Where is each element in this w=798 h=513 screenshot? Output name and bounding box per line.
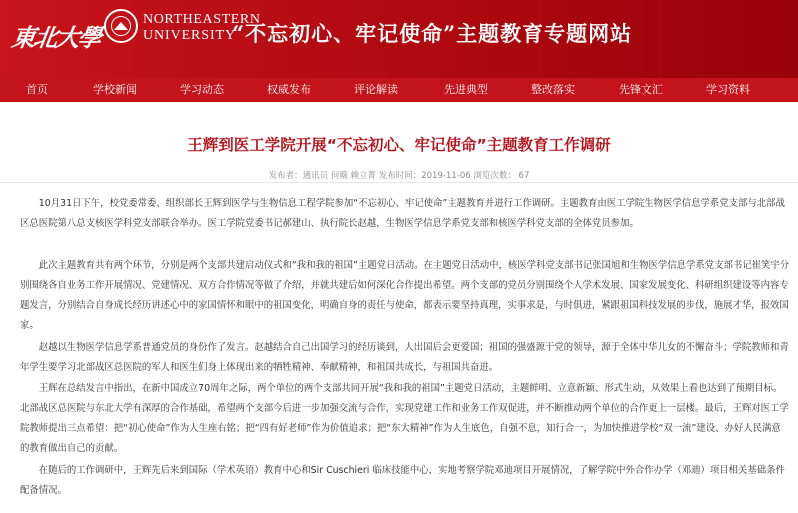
university-name-en-line1: NORTHEASTERN (143, 12, 261, 27)
nav-item-rectification[interactable]: 整改落实 (531, 83, 575, 96)
article-paragraph: 赵越以生物医学信息学系普通党员的身份作了发言。赵越结合自己出国学习的经历谈到，人出国后会更爱国；祖国的强盛源于党的领导，源于全体中华儿女的不懈奋斗；学院教师和青年学生要学习北部战区总医院的军人和医生们身上体现出来的牺牲精神、奉献精神，和祖国共成长，与祖国共奋进。 (20, 342, 789, 373)
main-nav (0, 78, 798, 102)
university-seal-icon (104, 9, 138, 43)
nav-item-school-news[interactable]: 学校新闻 (93, 83, 137, 96)
header-decoration (660, 0, 661, 78)
nav-item-official-releases[interactable]: 权威发布 (267, 83, 311, 96)
nav-item-home[interactable]: 首页 (26, 83, 48, 96)
article-title: 王辉到医工学院开展“不忘初心、牢记使命”主题教育工作调研 (187, 136, 611, 154)
article-meta: 发布者：通讯员 何簸 赖立菁 发布时间：2019-11-06 浏览次数： 67 (268, 171, 530, 181)
nav-item-pioneer-writings[interactable]: 先锋文汇 (619, 83, 663, 96)
article-paragraph: 此次主题教育共有两个环节，分别是两个支部共建启动仪式和“我和我的祖国”主题党日活动。在主题党日活动中，核医学科党支部书记张国旭和生物医学信息学系党支部书记崔笑宇分别围绕各自业务工作开展情况、党建情况、双方合作情况等做了介绍，并就共建后如何深化合作提出希望。两个支部的党员分别围绕个人学术发展、国家发展变化、科研组织建设等内容专题发言，分别结合自身成长经历讲述心中的家国情怀和眼中的祖国变化，明确自身的责任与使命，都表示要坚持真理，实事求是，与时俱进，紧跟祖国科技发展的步伐，施展才华，报效国家。 (20, 260, 790, 331)
university-name-en-line2: UNIVERSITY (143, 28, 236, 43)
article-paragraph: 王辉在总结发言中指出，在新中国成立70周年之际，两个单位的两个支部共同开展“我和我的祖国”主题党日活动，主题鲜明、立意新颖、形式生动，从效果上看也达到了预期目标。北部战区总医院与东北大学有深厚的合作基础，希望两个支部今后进一步加强交流与合作，实现党建工作和业务工作双促进，并不断推动两个单位的合作更上一层楼。最后，王辉对医工学院教师提出三点希望：把“初心使命”作为人生座右铭；把“四有好老师”作为价值追求；把“东大精神”作为人生底色，自强不息，知行合一，为加快推进学校“双一流”建设、办好人民满意的教育做出自己的贡献。 (20, 383, 789, 454)
seal-mountain-icon (114, 22, 128, 30)
nav-item-commentary[interactable]: 评论解读 (354, 83, 398, 96)
article-paragraph: 10月31日下午，校党委常委、组织部长王辉到医学与生物信息工程学院参加“不忘初心、牢记使命”主题教育并进行工作调研。主题教育由医工学院生物医学信息学系党支部与北部战区总医院第八总支核医学科党支部联合举办。医工学院党委书记郝建山、执行院长赵越，生物医学信息学系党支部和核医学科党支部的全体党员参加。 (20, 198, 785, 229)
nav-item-role-models[interactable]: 先进典型 (444, 83, 488, 96)
divider (0, 182, 798, 183)
nav-item-study-updates[interactable]: 学习动态 (180, 83, 224, 96)
site-title: “不忘初心、牢记使命”主题教育专题网站 (232, 21, 633, 46)
nav-item-study-materials[interactable]: 学习资料 (706, 83, 750, 96)
university-logo-calligraphy[interactable]: 東北大學 (9, 23, 102, 52)
article-paragraph: 在随后的工作调研中，王辉先后来到国际（学术英语）教育中心和Sir Cuschieri 临床技能中心，实地考察学院邓迪项目开展情况，了解学院中外合作办学（邓迪）项目相关基础条件配备情况。 (20, 465, 785, 496)
site-header (0, 0, 798, 78)
